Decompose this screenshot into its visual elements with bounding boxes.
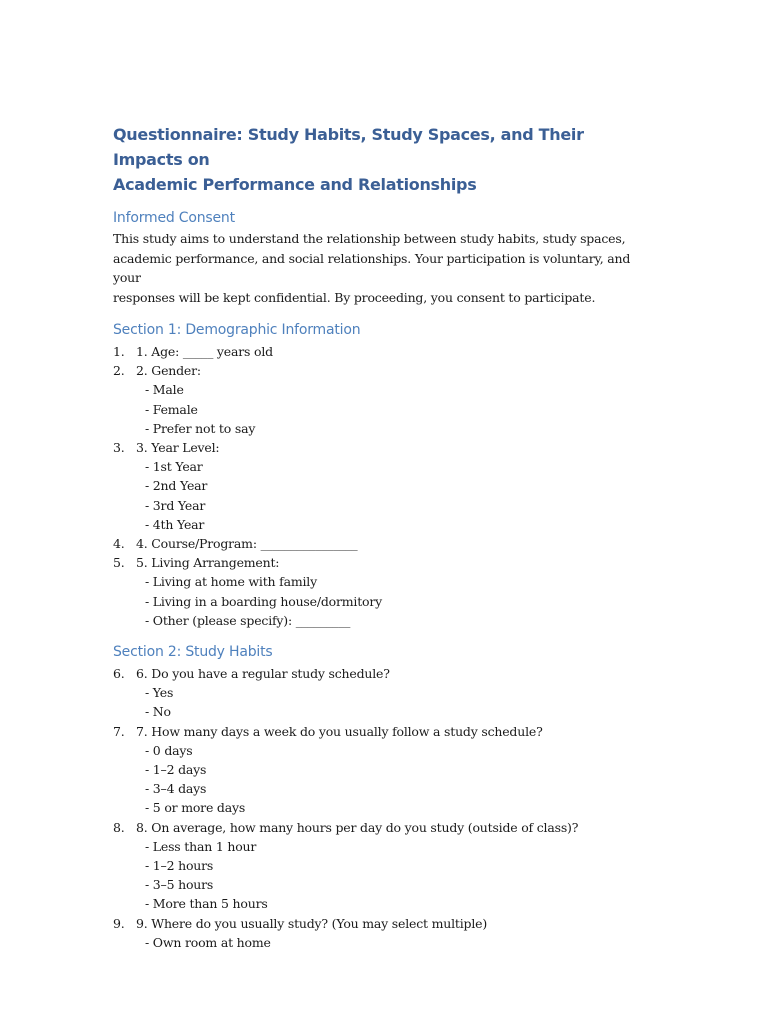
question-row <box>113 818 653 837</box>
question-row <box>113 553 653 572</box>
question-row <box>113 914 653 933</box>
answer-option: - 0 days <box>145 742 193 758</box>
answer-option: - More than 5 hours <box>145 896 268 912</box>
question-number: 5. <box>113 555 125 571</box>
question-item <box>113 914 653 952</box>
question-text: 6. Do you have a regular study schedule? <box>136 666 390 682</box>
answer-option: - Male <box>145 382 184 398</box>
question-number: 8. <box>113 819 125 835</box>
answer-option: - 4th Year <box>145 516 205 532</box>
question-text: 3. Year Level: <box>136 440 220 456</box>
document-page <box>113 122 653 952</box>
question-text: 2. Gender: <box>136 363 201 379</box>
section-2-heading: Section 2: Study Habits <box>113 644 273 661</box>
question-number: 9. <box>113 915 125 931</box>
answer-option: - Own room at home <box>145 934 271 950</box>
question-text: 8. On average, how many hours per day do you study (outside of class)? <box>136 819 579 835</box>
question-item <box>113 664 653 722</box>
question-number: 6. <box>113 666 125 682</box>
section-1-question-list <box>113 342 653 630</box>
question-row <box>113 534 653 553</box>
consent-line: academic performance, and social relationships. Your participation is voluntary, and your <box>113 250 631 285</box>
question-number: 7. <box>113 723 125 739</box>
answer-option: - 1–2 days <box>145 762 207 778</box>
question-item <box>113 722 653 818</box>
consent-paragraph <box>113 229 653 307</box>
document-title <box>113 122 653 197</box>
answer-option: - Other (please specify): _________ <box>145 612 351 628</box>
question-number: 3. <box>113 440 125 456</box>
answer-option: - Prefer not to say <box>145 420 256 436</box>
question-row <box>113 438 653 457</box>
consent-heading: Informed Consent <box>113 210 235 226</box>
question-number: 1. <box>113 344 125 359</box>
title-line-1: Questionnaire: Study Habits, Study Spaces, and Their Impacts on <box>113 125 584 169</box>
question-text: 4. Course/Program: ________________ <box>136 536 358 552</box>
question-row <box>113 722 653 741</box>
answer-option: - 3–5 hours <box>145 877 214 893</box>
answer-option: - No <box>145 704 171 720</box>
answer-option: - 1st Year <box>145 459 203 475</box>
answer-option: - 5 or more days <box>145 800 246 816</box>
answer-option: - Living at home with family <box>145 574 317 590</box>
question-item <box>113 361 653 438</box>
section-1-heading: Section 1: Demographic Information <box>113 322 361 338</box>
answer-option: - Yes <box>145 685 174 701</box>
question-text: 5. Living Arrangement: <box>136 555 280 571</box>
consent-line: This study aims to understand the relationship between study habits, study spaces, <box>113 231 626 246</box>
section-2-question-list <box>113 664 653 952</box>
question-number: 2. <box>113 363 125 379</box>
question-item <box>113 534 653 553</box>
question-text: 1. Age: _____ years old <box>136 344 273 359</box>
question-text: 7. How many days a week do you usually follow a study schedule? <box>136 723 543 739</box>
question-number: 4. <box>113 536 125 552</box>
question-item <box>113 342 653 361</box>
question-text: 9. Where do you usually study? (You may select multiple) <box>136 915 488 931</box>
answer-option: - 2nd Year <box>145 478 208 494</box>
answer-option: - Less than 1 hour <box>145 838 257 854</box>
question-item <box>113 818 653 914</box>
answer-option: - Female <box>145 401 198 417</box>
answer-option: - 3rd Year <box>145 497 206 513</box>
question-item <box>113 553 653 630</box>
title-line-2: Academic Performance and Relationships <box>113 175 477 194</box>
consent-line: responses will be kept confidential. By proceeding, you consent to participate. <box>113 289 596 305</box>
question-item <box>113 438 653 534</box>
question-row <box>113 342 653 361</box>
answer-option: - 3–4 days <box>145 781 207 797</box>
question-row <box>113 664 653 683</box>
answer-option: - Living in a boarding house/dormitory <box>145 593 382 609</box>
question-row <box>113 361 653 380</box>
answer-option: - 1–2 hours <box>145 858 214 874</box>
